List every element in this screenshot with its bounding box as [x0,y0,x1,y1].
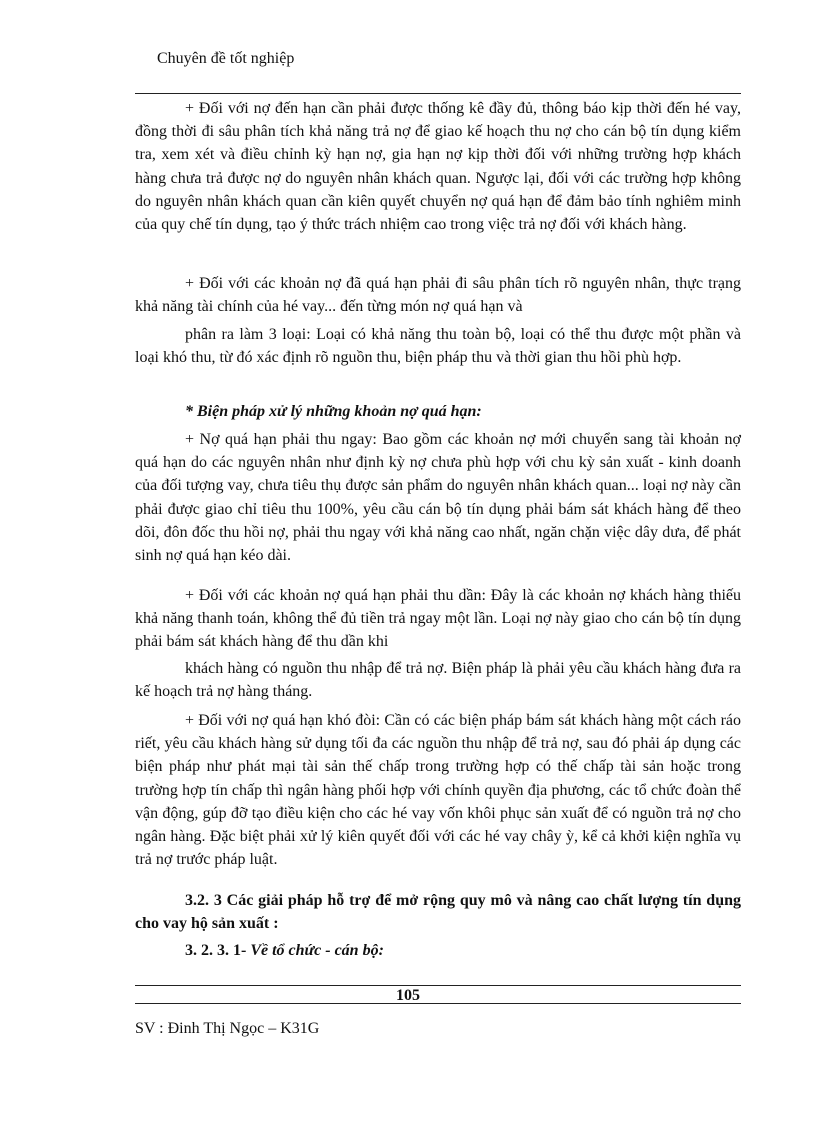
paragraph-due-debt: + Đối với nợ đến hạn cần phải được thống kê đầy đủ, thông báo kịp thời đến hé vay, đồng thời đi sâu phân tích khả năng trả nợ để giao kế hoạch thu nợ cho cán bộ tín dụng kiểm tra, xem xét và điều chỉnh kỳ hạn nợ, gia hạn nợ kịp thời đối với những trường hợp khách hàng chưa trả được nợ do nguyên nhân khách quan. Ngược lại, đối với các trường hợp không do nguyên nhân khách quan cần kiên quyết chuyển nợ quá hạn để đảm bảo tính nghiêm minh của quy chế tín dụng, tạo ý thức trách nhiệm cao trong việc trả nợ đối với khách hàng. [135,100,741,234]
paragraph-classification: phân ra làm 3 loại: Loại có khả năng thu toàn bộ, loại có thể thu được một phần và loại khó thu, từ đó xác định rõ nguồn thu, biện pháp thu và thời gian thu hồi phù hợp. [135,326,741,367]
footer-divider-bottom [135,1003,741,1004]
paragraph-collect-now: + Nợ quá hạn phải thu ngay: Bao gồm các khoản nợ mới chuyển sang tài khoản nợ quá hạn do các nguyên nhân như định kỳ nợ chưa phù hợp với chu kỳ sản xuất - kinh doanh của đối tượng vay, chưa tiêu thụ được sản phẩm do nguyên nhân khách quan... loại nợ này cần phải được giao chỉ tiêu thu 100%, yêu cầu cán bộ tín dụng phải bám sát khách hàng để theo dõi, đôn đốc thu hồi nợ, phải thu ngay với khả năng cao nhất, ngăn chặn việc dây dưa, để phát sinh nợ quá hạn kéo dài. [135,431,741,565]
subsection-number: 3. 2. 3. 1- [185,942,247,959]
measures-heading: * Biện pháp xử lý những khoản nợ quá hạn: [185,403,482,420]
paragraph-overdue-analysis: + Đối với các khoản nợ đã quá hạn phải đi sâu phân tích rõ nguyên nhân, thực trạng khả năng tài chính của hé vay... đến từng món nợ quá hạn và [135,275,741,316]
footer-divider-top [135,985,741,986]
subsection-title: Về tổ chức - cán bộ: [250,942,384,959]
header-divider [135,93,741,94]
section-heading: 3.2. 3 Các giải pháp hỗ trợ để mở rộng quy mô và nâng cao chất lượng tín dụng cho vay hộ sản xuất : [135,892,741,932]
footer-student: SV : Đinh Thị Ngọc – K31G [135,1020,320,1037]
subsection-heading [185,942,384,960]
page-number: 105 [396,987,420,1004]
paragraph-collect-gradually: + Đối với các khoản nợ quá hạn phải thu dần: Đây là các khoản nợ khách hàng thiếu khả năng thanh toán, không thể đủ tiền trả ngay một lần. Loại nợ này giao cho cán bộ tín dụng phải bám sát khách hàng để thu dần khi [135,587,741,651]
paragraph-monthly-plan: khách hàng có nguồn thu nhập để trả nợ. Biện pháp là phải yêu cầu khách hàng đưa ra kế hoạch trả nợ hàng tháng. [135,660,741,701]
paragraph-bad-debt: + Đối với nợ quá hạn khó đòi: Cần có các biện pháp bám sát khách hàng một cách ráo riết, yêu cầu khách hàng sử dụng tối đa các nguồn thu nhập để trả nợ, sau đó phải áp dụng các biện pháp như phát mại tài sản thế chấp trong trường hợp có thế chấp tài sản hoặc trong trường hợp tín chấp thì ngân hàng phối hợp với chính quyền địa phương, các tổ chức đoàn thể vận động, gúp đỡ tạo điều kiện cho các hé vay vốn khôi phục sản xuất để có nguồn trả nợ cho ngân hàng. Đặc biệt phải xử lý kiên quyết đối với các hé vay chây ỳ, kể cả khởi kiện nghĩa vụ trả nợ trước pháp luật. [135,712,741,869]
page-header-title: Chuyên đề tốt nghiệp [157,50,295,67]
